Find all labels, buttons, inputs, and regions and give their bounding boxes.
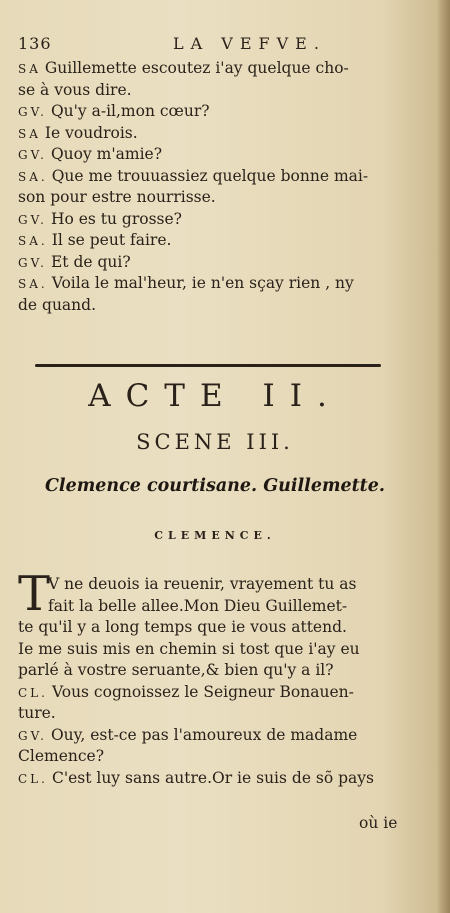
- text-line: [18, 596, 403, 618]
- text-line: [18, 768, 403, 790]
- scene-title: SCENE III.: [136, 430, 294, 454]
- line-text: Guillemette escoutez i'ay quelque cho-: [44, 59, 349, 77]
- speaker-abbrev: GV.: [18, 105, 47, 119]
- line-text: Voila le mal'heur, ie n'en sçay rien , ny: [51, 274, 354, 292]
- running-title: LA VEFVE.: [173, 34, 326, 53]
- page-number: 136: [18, 34, 52, 53]
- text-line: [18, 295, 403, 317]
- text-line: [18, 166, 403, 188]
- drop-capital: T: [18, 566, 51, 622]
- speaker-abbrev: GV.: [18, 255, 47, 270]
- text-line: [18, 144, 403, 166]
- text-line: [18, 230, 403, 252]
- speaker-abbrev: GV.: [18, 212, 47, 227]
- speaker-abbrev: GV.: [18, 728, 47, 743]
- line-text: Ie me suis mis en chemin si tost que i'ay eu: [18, 639, 360, 658]
- speaker-abbrev: SA.: [18, 234, 48, 248]
- line-text: se à vous dire.: [18, 80, 132, 99]
- text-line: [18, 187, 403, 209]
- line-text: Il se peut faire.: [51, 231, 172, 249]
- catchword: où ie: [359, 814, 398, 832]
- text-line: [18, 273, 403, 295]
- line-text: Quoy m'amie?: [50, 145, 163, 163]
- dramatis-personae: Clemence courtisane. Guillemette.: [45, 476, 385, 496]
- text-line: [18, 746, 403, 768]
- text-line: [18, 123, 403, 145]
- line-text: son pour estre nourrisse.: [18, 188, 216, 206]
- text-line: [18, 209, 403, 231]
- line-text: ture.: [18, 704, 56, 722]
- text-line: [18, 660, 403, 682]
- speaker-abbrev: CL.: [18, 685, 48, 700]
- line-text: de quand.: [18, 295, 96, 314]
- line-text: Vous cognoissez le Seigneur Bonauen-: [51, 682, 354, 701]
- text-line: [18, 639, 403, 661]
- speaker-abbrev: SA: [18, 62, 41, 76]
- text-line: [18, 252, 403, 274]
- dialogue-bottom: [18, 566, 403, 789]
- page-header: [18, 34, 408, 56]
- speaker-abbrev: SA.: [18, 169, 48, 184]
- page-edge-shadow: [436, 0, 450, 913]
- text-line: [18, 617, 403, 639]
- line-text: Ouy, est-ce pas l'amoureux de madame: [50, 725, 358, 744]
- ornamental-rule: [35, 364, 381, 367]
- text-line: [18, 682, 403, 704]
- line-text: Et de qui?: [50, 252, 131, 271]
- act-title: ACTE II.: [88, 378, 342, 414]
- dialogue-top: [18, 58, 403, 316]
- line-text: Qu'y a-il,mon cœur?: [50, 102, 210, 120]
- line-text: parlé à vostre seruante,& bien qu'y a il?: [18, 661, 334, 679]
- speaker-heading: CLEMENCE.: [154, 529, 276, 542]
- speaker-abbrev: SA: [18, 126, 41, 141]
- text-line: [18, 101, 403, 123]
- speaker-abbrev: GV.: [18, 148, 47, 162]
- speaker-abbrev: CL.: [18, 771, 48, 786]
- text-line: [18, 574, 403, 596]
- line-text: Ie voudrois.: [44, 123, 138, 142]
- line-text: Ho es tu grosse?: [50, 209, 182, 228]
- text-line: [18, 80, 403, 102]
- speaker-abbrev: SA.: [18, 277, 48, 291]
- line-text: te qu'il y a long temps que ie vous attend.: [18, 618, 347, 636]
- line-text: fait la belle allee.Mon Dieu Guillemet-: [48, 596, 348, 615]
- text-line: [18, 703, 403, 725]
- line-text: Que me trouuassiez quelque bonne mai-: [51, 166, 369, 185]
- text-line: [18, 58, 403, 80]
- text-line: [18, 725, 403, 747]
- line-text: Clemence?: [18, 747, 105, 765]
- line-text: C'est luy sans autre.Or ie suis de sõ pays: [51, 768, 375, 787]
- line-text: V ne deuois ia reuenir, vrayement tu as: [48, 575, 357, 593]
